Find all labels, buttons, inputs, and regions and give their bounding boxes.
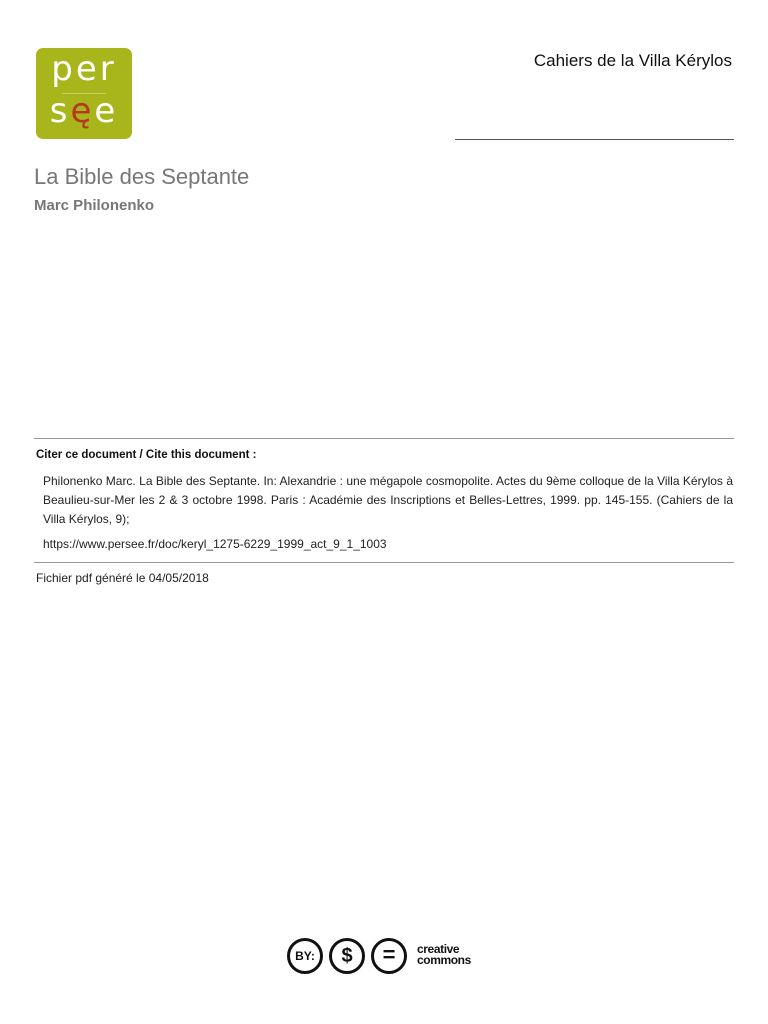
noderivatives-icon: =: [371, 938, 407, 974]
creative-commons-wordmark: creative commons: [417, 942, 471, 967]
journal-divider: [455, 139, 734, 140]
citation-bottom-divider: [34, 562, 734, 563]
attribution-icon: BY:: [287, 938, 323, 974]
logo-line-2: sęe: [49, 91, 119, 131]
document-title: La Bible des Septante: [34, 164, 250, 189]
citation-top-divider: [34, 438, 734, 439]
creative-commons-license[interactable]: [285, 936, 485, 980]
noncommercial-icon: $: [329, 938, 365, 974]
citation-url[interactable]: https://www.persee.fr/doc/keryl_1275-6229_1999_act_9_1_1003: [43, 537, 387, 551]
generated-date: Fichier pdf généré le 04/05/2018: [36, 571, 209, 585]
logo-line-1: per: [51, 49, 117, 89]
document-author: Marc Philonenko: [34, 197, 155, 214]
persee-logo[interactable]: [36, 48, 132, 139]
journal-name: Cahiers de la Villa Kérylos: [533, 51, 732, 70]
citation-text: Philonenko Marc. La Bible des Septante. In: Alexandrie : une mégapole cosmopolite. Actes du 9ème colloque de la Villa Kérylos à Beaulieu-sur-Mer les 2 & 3 octobre 1998. Paris : Académie des Inscriptions et Belles-Lettres, 1999. pp. 145-155. (Cahiers de la Villa Kérylos, 9);: [43, 474, 733, 526]
citation-heading: Citer ce document / Cite this document :: [36, 449, 257, 461]
